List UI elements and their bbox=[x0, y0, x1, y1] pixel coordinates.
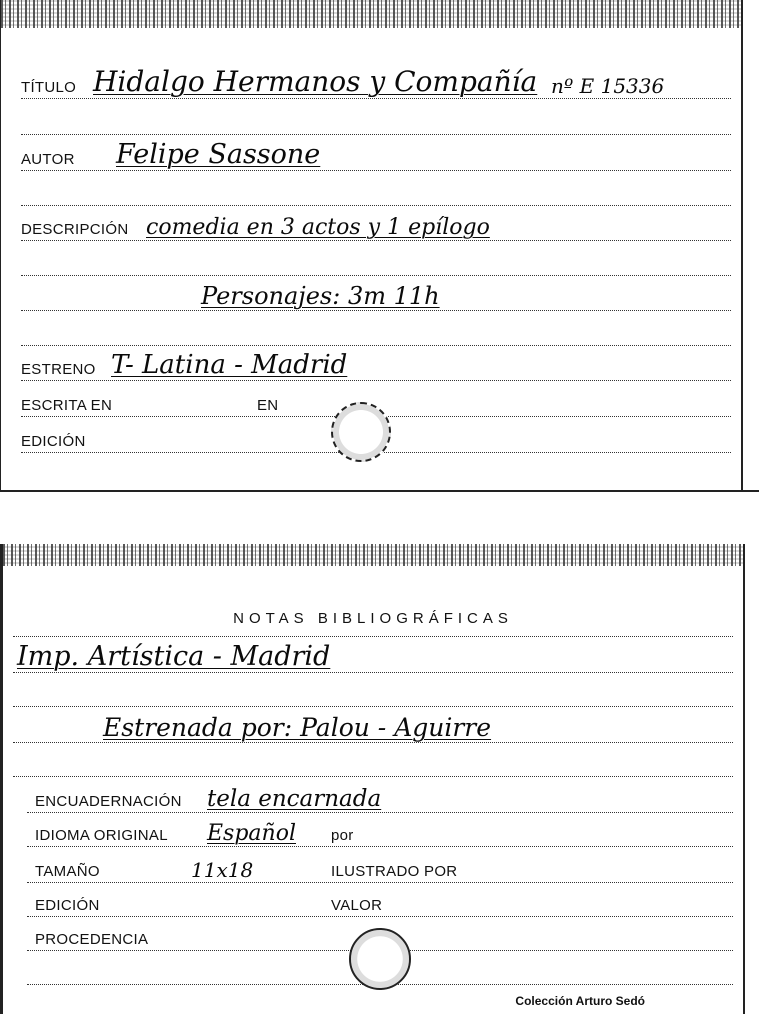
estreno-row bbox=[21, 350, 731, 381]
catalog-card-back bbox=[0, 544, 745, 1014]
estreno-label: ESTRENO bbox=[21, 361, 96, 378]
autor-value: Felipe Sassone bbox=[116, 139, 321, 170]
library-stamp bbox=[349, 928, 411, 990]
descripcion-value: comedia en 3 actos y 1 epílogo bbox=[146, 215, 490, 240]
descripcion-row bbox=[21, 215, 731, 241]
catalog-mark: nº E 15336 bbox=[551, 74, 665, 98]
ruled-line bbox=[13, 636, 733, 637]
ruled-line bbox=[21, 275, 731, 276]
note-imprenta: Imp. Artística - Madrid bbox=[17, 641, 331, 672]
collection-credit: Colección Arturo Sedó bbox=[515, 994, 645, 1008]
tamano-row bbox=[27, 858, 733, 883]
tamano-label: TAMAÑO bbox=[35, 863, 100, 880]
card-edge-line bbox=[1, 490, 759, 492]
idioma-label: IDIOMA ORIGINAL bbox=[35, 827, 168, 844]
tamano-value: 11x18 bbox=[191, 858, 254, 882]
scan-noise-band bbox=[1, 0, 741, 28]
idioma-value: Español bbox=[207, 821, 296, 846]
ilustrado-label: ILUSTRADO POR bbox=[331, 863, 458, 880]
edicion-label: EDICIÓN bbox=[21, 433, 86, 450]
titulo-row bbox=[21, 65, 731, 99]
encuadernacion-label: ENCUADERNACIÓN bbox=[35, 793, 182, 810]
estreno-value: T- Latina - Madrid bbox=[111, 350, 348, 380]
idioma-row bbox=[27, 821, 733, 847]
escrita-label: ESCRITA EN bbox=[21, 397, 113, 414]
valor-label: VALOR bbox=[331, 897, 383, 914]
ruled-line bbox=[13, 776, 733, 777]
titulo-value: Hidalgo Hermanos y Compañía bbox=[93, 65, 538, 98]
edicion-label-back: EDICIÓN bbox=[35, 897, 100, 914]
catalog-card-front bbox=[0, 0, 743, 492]
ruled-line bbox=[21, 205, 731, 206]
notas-header: NOTAS BIBLIOGRÁFICAS bbox=[233, 610, 513, 627]
library-stamp-outline bbox=[331, 402, 391, 462]
edicion-valor-row bbox=[27, 897, 733, 917]
scan-noise-band bbox=[3, 544, 743, 566]
note-row-2 bbox=[13, 713, 733, 743]
ruled-line bbox=[21, 134, 731, 135]
por-label: por bbox=[331, 827, 354, 844]
autor-label: AUTOR bbox=[21, 151, 75, 168]
personajes-row bbox=[21, 282, 731, 311]
autor-row bbox=[21, 139, 731, 171]
titulo-label: TÍTULO bbox=[21, 79, 77, 96]
encuadernacion-value: tela encarnada bbox=[207, 786, 382, 812]
ruled-line bbox=[13, 706, 733, 707]
note-row-1 bbox=[13, 641, 733, 673]
ruled-line bbox=[21, 345, 731, 346]
procedencia-label: PROCEDENCIA bbox=[35, 931, 149, 948]
personajes-value: Personajes: 3m 11h bbox=[201, 282, 440, 310]
descripcion-label: DESCRIPCIÓN bbox=[21, 221, 129, 238]
note-estrenada: Estrenada por: Palou - Aguirre bbox=[103, 713, 492, 742]
encuadernacion-row bbox=[27, 786, 733, 813]
en-label: EN bbox=[257, 397, 279, 414]
